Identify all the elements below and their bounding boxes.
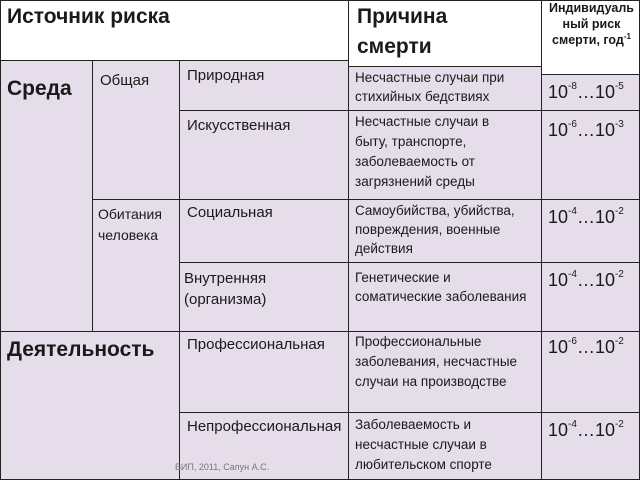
header-risk-2: ный риск: [562, 16, 621, 31]
subgroup-obitaniya-1: Обитания: [98, 206, 162, 222]
cause-line: Заболеваемость и: [355, 417, 472, 432]
header-risk-1: Индивидуаль: [549, 1, 634, 15]
cause-row-4: [348, 331, 542, 413]
header-risk-3-wrap: [542, 32, 640, 49]
risk-b-base: 10: [594, 207, 615, 227]
header-cause-cell: [348, 0, 542, 67]
type-label: Искусственная: [187, 117, 291, 134]
cause-line: действия: [355, 241, 413, 256]
cause-line: Самоубийства, убийства,: [355, 203, 515, 218]
type-label: Непрофессиональная: [187, 418, 342, 435]
risk-a-exp: -6: [568, 336, 577, 347]
type-socialnaya: [179, 199, 349, 263]
risk-row-1: [541, 110, 640, 200]
cause-line: Генетические и: [355, 270, 451, 285]
header-source: Источник риска: [7, 5, 170, 28]
risk-value: [548, 83, 624, 103]
type-label-1: Внутренняя: [184, 270, 267, 287]
cause-line: Профессиональные: [355, 334, 482, 349]
subgroup-obitaniya-2: человека: [98, 227, 159, 243]
risk-row-0: [541, 74, 640, 111]
risk-b-exp: -3: [614, 119, 624, 130]
cause-line: заболеваемость от: [355, 154, 475, 169]
type-prirodnaya: [179, 60, 349, 111]
risk-b-base: 10: [594, 120, 615, 140]
risk-b-exp: -2: [614, 336, 624, 347]
risk-a-exp: -4: [568, 206, 577, 217]
risk-a-base: 10: [548, 420, 569, 440]
cause-row-5: [348, 412, 542, 480]
risk-b-exp: -2: [614, 206, 624, 217]
cause-line: несчастные случаи в: [355, 437, 487, 452]
risk-row-5: [541, 412, 640, 480]
risk-b-base: 10: [594, 82, 615, 102]
risk-b-base: 10: [594, 270, 615, 290]
subgroup-obshchaya: [92, 60, 180, 200]
type-vnutrennyaya: [179, 262, 349, 332]
cause-line: заболевания, несчастные: [355, 354, 518, 369]
risk-b-exp: -2: [614, 269, 624, 280]
risk-a-base: 10: [548, 207, 569, 227]
risk-a-base: 10: [548, 270, 569, 290]
cause-row-0: [348, 66, 542, 111]
risk-b-base: 10: [594, 420, 615, 440]
cause-row-2: [348, 199, 542, 263]
subgroup-obitaniya: [92, 199, 180, 332]
risk-row-4: [541, 331, 640, 413]
risk-b-exp: -2: [614, 419, 624, 430]
cause-line: Несчастные случаи при: [355, 70, 505, 85]
risk-sep: …: [576, 420, 595, 440]
cause-line: повреждения, военные: [355, 222, 501, 237]
risk-sep: …: [576, 120, 595, 140]
risk-value: [548, 338, 624, 358]
type-label: Социальная: [187, 204, 273, 221]
risk-b-exp: -5: [614, 81, 624, 92]
type-iskusstvennaya: [179, 110, 349, 200]
cause-row-3: [348, 262, 542, 332]
type-label: Природная: [187, 67, 265, 84]
risk-a-exp: -4: [568, 269, 577, 280]
cause-line: случаи на производстве: [355, 374, 507, 389]
risk-sep: …: [576, 82, 595, 102]
risk-a-base: 10: [548, 120, 569, 140]
header-source-cell: [0, 0, 349, 61]
header-risk-3: смерти, год: [552, 33, 624, 48]
cause-line: соматические заболевания: [355, 289, 527, 304]
subgroup-obshchaya-label: Общая: [100, 72, 150, 89]
cause-line: Несчастные случаи в: [355, 114, 490, 129]
risk-value: [548, 208, 624, 228]
cause-row-1: [348, 110, 542, 200]
risk-sep: …: [576, 337, 595, 357]
risk-a-exp: -8: [568, 81, 577, 92]
risk-sep: …: [576, 207, 595, 227]
risk-value: [548, 271, 624, 291]
risk-a-base: 10: [548, 82, 569, 102]
cause-line: быту, транспорте,: [355, 134, 467, 149]
risk-a-exp: -6: [568, 119, 577, 130]
group-sreda-label: Среда: [7, 77, 72, 100]
header-risk-exp: -1: [623, 32, 631, 42]
type-professionalnaya: [179, 331, 349, 413]
risk-value: [548, 121, 624, 141]
risk-value: [548, 421, 624, 441]
group-deyatelnost: [0, 331, 180, 480]
risk-row-3: [541, 262, 640, 332]
cause-line: стихийных бедствиях: [355, 89, 490, 104]
header-cause-1: Причина: [357, 5, 448, 28]
group-deyatelnost-label: Деятельность: [7, 338, 155, 361]
risk-b-base: 10: [594, 337, 615, 357]
footer-credit: БИП, 2011, Сапун А.С.: [175, 462, 270, 472]
risk-a-base: 10: [548, 337, 569, 357]
risk-row-2: [541, 199, 640, 263]
cause-line: любительском спорте: [355, 457, 492, 472]
header-risk: [542, 1, 640, 49]
header-cause-2: смерти: [357, 35, 432, 58]
header-risk-cell: [541, 0, 640, 75]
risk-sep: …: [576, 270, 595, 290]
type-label-2: (организма): [184, 291, 267, 308]
risk-a-exp: -4: [568, 419, 577, 430]
cause-line: загрязнений среды: [355, 174, 475, 189]
type-label: Профессиональная: [187, 336, 325, 353]
group-sreda: [0, 60, 93, 332]
